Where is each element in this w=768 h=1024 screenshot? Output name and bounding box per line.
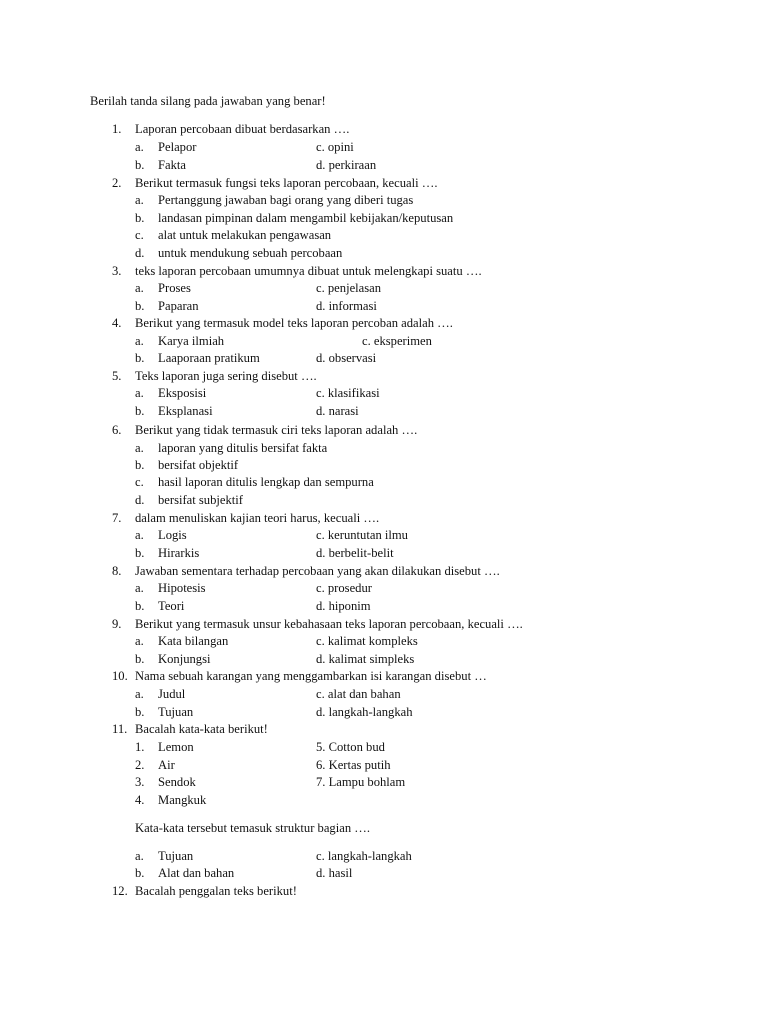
option-text: Pertanggung jawaban bagi orang yang diberi tugas: [158, 193, 414, 207]
word-text: Lemon: [158, 740, 194, 754]
option-marker: c.: [135, 475, 144, 489]
option-text: Alat dan bahan: [158, 866, 235, 880]
option-text: Eksposisi: [158, 386, 207, 400]
option-text: c. klasifikasi: [316, 386, 380, 400]
option-text: laporan yang ditulis bersifat fakta: [158, 441, 328, 455]
option-text: c. penjelasan: [316, 281, 382, 295]
question-number: 8.: [112, 564, 122, 578]
question-text: Bacalah kata-kata berikut!: [135, 722, 268, 736]
question-number: 7.: [112, 511, 122, 525]
option-marker: a.: [135, 634, 144, 648]
question-number: 9.: [112, 617, 122, 631]
option-text: d. informasi: [316, 299, 377, 313]
option-text: d. berbelit-belit: [316, 546, 394, 560]
option-text: c. alat dan bahan: [316, 687, 401, 701]
question-number: 6.: [112, 423, 122, 437]
option-text: Eksplanasi: [158, 404, 213, 418]
word-text: 6. Kertas putih: [316, 758, 391, 772]
option-text: d. kalimat simpleks: [316, 652, 415, 666]
option-marker: a.: [135, 334, 144, 348]
option-text: landasan pimpinan dalam mengambil kebijakan/keputusan: [158, 211, 454, 225]
option-marker: a.: [135, 193, 144, 207]
word-text: Sendok: [158, 775, 196, 789]
question-text: teks laporan percobaan umumnya dibuat untuk melengkapi suatu ….: [135, 264, 482, 278]
option-text: d. langkah-langkah: [316, 705, 413, 719]
option-marker: a.: [135, 849, 144, 863]
word-text: Air: [158, 758, 175, 772]
option-text: Judul: [158, 687, 186, 701]
option-marker: a.: [135, 528, 144, 542]
option-text: Konjungsi: [158, 652, 211, 666]
option-marker: b.: [135, 546, 145, 560]
option-text: Hirarkis: [158, 546, 200, 560]
word-marker: 1.: [135, 740, 145, 754]
question-number: 5.: [112, 369, 122, 383]
question-number: 2.: [112, 176, 122, 190]
option-marker: a.: [135, 441, 144, 455]
option-marker: b.: [135, 211, 145, 225]
question-number: 10.: [112, 669, 128, 683]
option-text: c. opini: [316, 140, 354, 154]
option-text: c. keruntutan ilmu: [316, 528, 408, 542]
word-marker: 2.: [135, 758, 145, 772]
option-marker: a.: [135, 687, 144, 701]
option-text: Pelapor: [158, 140, 197, 154]
option-marker: b.: [135, 351, 145, 365]
option-text: d. hiponim: [316, 599, 371, 613]
option-text: bersifat objektif: [158, 458, 239, 472]
question-text: Bacalah penggalan teks berikut!: [135, 884, 297, 898]
question-text: dalam menuliskan kajian teori harus, kecuali ….: [135, 511, 380, 525]
question-number: 1.: [112, 122, 122, 136]
option-marker: a.: [135, 140, 144, 154]
option-text: untuk mendukung sebuah percobaan: [158, 246, 343, 260]
option-marker: b.: [135, 599, 145, 613]
question-number: 4.: [112, 316, 122, 330]
question-number: 12.: [112, 884, 128, 898]
option-text: hasil laporan ditulis lengkap dan sempurna: [158, 475, 374, 489]
option-text: c. eksperimen: [362, 334, 432, 348]
option-text: Paparan: [158, 299, 199, 313]
word-text: Mangkuk: [158, 793, 207, 807]
option-text: d. observasi: [316, 351, 377, 365]
word-marker: 4.: [135, 793, 145, 807]
option-text: Hipotesis: [158, 581, 206, 595]
option-marker: a.: [135, 581, 144, 595]
question-text: Berikut termasuk fungsi teks laporan percobaan, kecuali ….: [135, 176, 438, 190]
question-text: Berikut yang termasuk unsur kebahasaan teks laporan percobaan, kecuali ….: [135, 617, 523, 631]
option-text: Karya ilmiah: [158, 334, 225, 348]
word-marker: 3.: [135, 775, 145, 789]
option-marker: b.: [135, 158, 145, 172]
option-text: c. kalimat kompleks: [316, 634, 418, 648]
option-text: Fakta: [158, 158, 186, 172]
question-number: 11.: [112, 722, 128, 736]
option-marker: d.: [135, 493, 145, 507]
option-marker: c.: [135, 228, 144, 242]
option-text: bersifat subjektif: [158, 493, 243, 507]
option-marker: b.: [135, 652, 145, 666]
question-text: Teks laporan juga sering disebut ….: [135, 369, 317, 383]
word-text: 7. Lampu bohlam: [316, 775, 406, 789]
option-text: d. hasil: [316, 866, 353, 880]
question-text: Jawaban sementara terhadap percobaan yang akan dilakukan disebut ….: [135, 564, 500, 578]
option-text: Tujuan: [158, 849, 194, 863]
option-text: c. langkah-langkah: [316, 849, 412, 863]
option-marker: a.: [135, 386, 144, 400]
option-marker: a.: [135, 281, 144, 295]
question-text: Nama sebuah karangan yang menggambarkan isi karangan disebut …: [135, 669, 487, 683]
question-prompt: Kata-kata tersebut temasuk struktur bagian ….: [135, 821, 371, 835]
question-text: Berikut yang termasuk model teks laporan percoban adalah ….: [135, 316, 453, 330]
option-text: d. perkiraan: [316, 158, 377, 172]
option-text: Teori: [158, 599, 185, 613]
option-marker: b.: [135, 404, 145, 418]
word-text: 5. Cotton bud: [316, 740, 385, 754]
question-text: Berikut yang tidak termasuk ciri teks laporan adalah ….: [135, 423, 418, 437]
option-text: Kata bilangan: [158, 634, 229, 648]
option-text: alat untuk melakukan pengawasan: [158, 228, 332, 242]
option-text: Proses: [158, 281, 191, 295]
option-text: c. prosedur: [316, 581, 372, 595]
option-marker: d.: [135, 246, 145, 260]
option-marker: b.: [135, 299, 145, 313]
question-number: 3.: [112, 264, 122, 278]
option-text: Laaporaan pratikum: [158, 351, 260, 365]
instruction-text: Berilah tanda silang pada jawaban yang benar!: [90, 94, 326, 108]
option-text: d. narasi: [316, 404, 359, 418]
question-text: Laporan percobaan dibuat berdasarkan ….: [135, 122, 350, 136]
option-marker: b.: [135, 705, 145, 719]
option-text: Tujuan: [158, 705, 194, 719]
option-text: Logis: [158, 528, 187, 542]
option-marker: b.: [135, 458, 145, 472]
option-marker: b.: [135, 866, 145, 880]
